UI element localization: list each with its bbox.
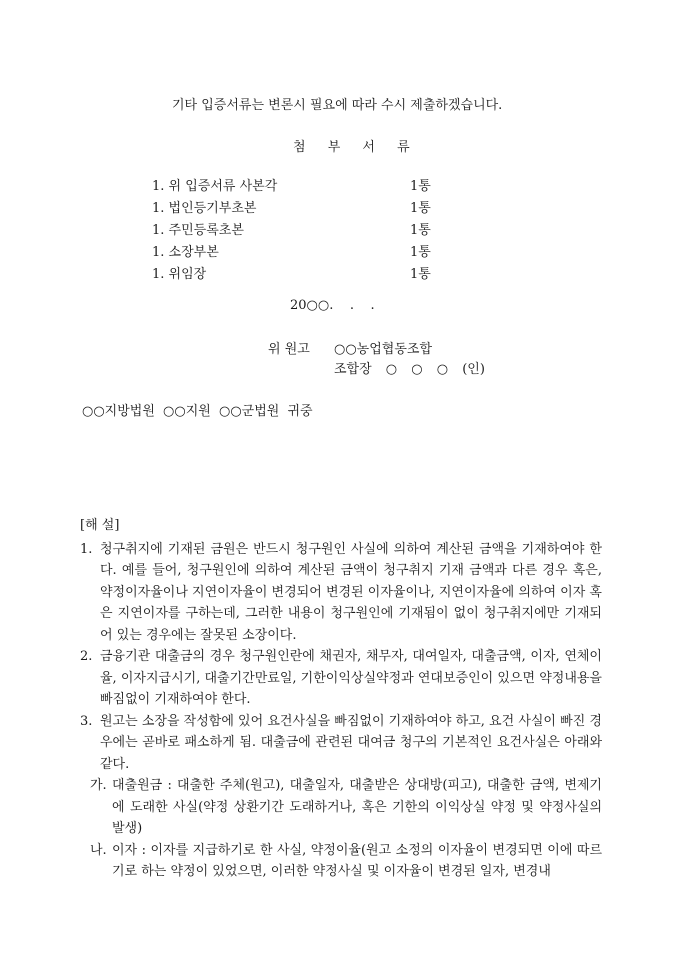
item-number: 2.	[80, 649, 93, 664]
attachment-qty: 1통	[410, 179, 431, 194]
subitem-number: 나.	[90, 842, 107, 858]
attachment-qty: 1통	[410, 201, 431, 216]
attachment-qty: 1통	[410, 245, 431, 260]
attachment-qty: 1통	[410, 223, 431, 238]
commentary-subitem	[80, 775, 602, 840]
item-number: 3.	[80, 713, 93, 729]
commentary-subitem	[80, 840, 602, 883]
attachment-item	[152, 242, 442, 264]
commentary-item	[80, 646, 602, 711]
attachment-item	[152, 220, 442, 242]
court-addressee: ○○지방법원 ○○지원 ○○군법원 귀중	[82, 404, 313, 419]
plaintiff-label: 위 원고	[268, 342, 310, 357]
attachment-name: 1. 위 입증서류 사본각	[152, 179, 278, 194]
document-date: 20○○. . .	[290, 298, 375, 313]
item-text: 금융기관 대출금의 경우 청구원인란에 채권자, 채무자, 대여일자, 대출금액, 이자, 연체이율, 이자지급시기, 대출기간만료일, 기한이익상실약정과 연대보증인이 있으면 약정내용을 빠짐없이 기재하여야 한다.	[100, 649, 602, 707]
attachment-name: 1. 주민등록초본	[152, 223, 244, 238]
attachment-item	[152, 176, 442, 198]
attachments-list	[152, 176, 442, 286]
plaintiff-line	[268, 338, 432, 357]
chief-signature: 조합장 ○ ○ ○ (인)	[334, 362, 485, 377]
plaintiff-name: ○○농업협동조합	[334, 342, 433, 357]
attachment-name: 1. 소장부본	[152, 245, 219, 260]
attachment-item	[152, 264, 442, 286]
item-text: 원고는 소장을 작성함에 있어 요건사실을 빠짐없이 기재하여야 하고, 요건 사실이 빠진 경우에는 곧바로 패소하게 됨. 대출금에 관련된 대여금 청구의 기본적인 요건사실은 아래와 같다.	[100, 713, 602, 772]
attachment-qty: 1통	[410, 267, 431, 282]
intro-text: 기타 입증서류는 변론시 필요에 따라 수시 제출하겠습니다.	[172, 98, 503, 113]
commentary-item	[80, 711, 602, 776]
item-number: 1.	[80, 541, 93, 557]
attachment-item	[152, 198, 442, 220]
subitem-text: 이자 : 이자를 지급하기로 한 사실, 약정이율(원고 소정의 이자율이 변경되면 이에 따르기로 하는 약정이 있었으면, 이러한 약정사실 및 이자율이 변경된 일자, 변경내	[112, 842, 602, 879]
attachment-name: 1. 법인등기부초본	[152, 201, 257, 216]
subitem-text: 대출원금 : 대출한 주체(원고), 대출일자, 대출받은 상대방(피고), 대출한 금액, 변제기에 도래한 사실(약정 상환기간 도래하거나, 혹은 기한의 이익상실 약정 및 약정사실의 발생)	[112, 778, 602, 836]
commentary-item	[80, 539, 602, 647]
attachments-title: 첨 부 서 류	[293, 140, 419, 155]
item-text: 청구취지에 기재된 금원은 반드시 청구원인 사실에 의하여 계산된 금액을 기재하여야 한다. 예를 들어, 청구원인에 의하여 계산된 금액이 청구취지 기재 금액과 다른 경우 혹은, 약정이자율이나 지연이자율이 변경되어 변경된 이자율이나, 지연이자율에 의하여 이자 혹은 지연이자를 구하는데, 그러한 내용이 청구원인에 기재됨이 없이 청구취지에만 기재되어 있는 경우에는 잘못된 소장이다.	[100, 541, 602, 643]
attachment-name: 1. 위임장	[152, 267, 207, 282]
commentary-heading: [해 설]	[80, 518, 120, 533]
commentary-section	[80, 515, 602, 883]
subitem-number: 가.	[90, 778, 107, 793]
